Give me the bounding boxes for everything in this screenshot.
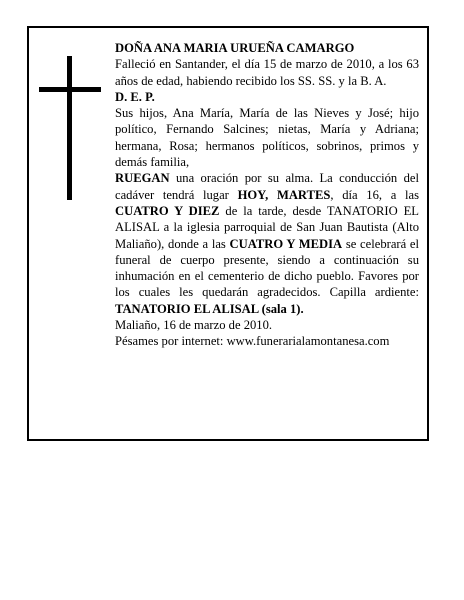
condolences-line: Pésames por internet: www.funerarialamontanesa.com bbox=[115, 334, 390, 349]
place-date: Maliaño, 16 de marzo de 2010. bbox=[115, 318, 273, 333]
chapel-location: TANATORIO EL ALISAL (sala 1). bbox=[115, 301, 304, 316]
conduction-time: CUATRO Y DIEZ bbox=[115, 203, 220, 218]
death-info: Falleció en Santander, el día 15 de marzo de 2010, a los 63 años de edad, habiendo recibido los SS. SS. y la B. A. bbox=[115, 57, 419, 88]
obituary-notice bbox=[27, 26, 429, 441]
funeral-details bbox=[115, 170, 419, 317]
deceased-name: DOÑA ANA MARIA URUEÑA CAMARGO bbox=[115, 41, 355, 55]
funeral-text-2: , día 16, a las bbox=[330, 187, 420, 202]
cross-vertical-bar bbox=[67, 56, 72, 200]
notice-text bbox=[115, 40, 419, 350]
funeral-text-1: una oración por su alma. La conducción del cadáver tendrá lugar bbox=[115, 171, 419, 202]
funeral-text-4: se celebrará el funeral de cuerpo presente, siendo a continuación su inhumación en el cementerio de dicho pueblo. Favores por los cuales les quedarán agradecidos. Capilla ardiente: bbox=[115, 236, 419, 300]
funeral-day: HOY, MARTES bbox=[237, 187, 331, 202]
funeral-time: CUATRO Y MEDIA bbox=[229, 236, 343, 251]
cross-icon bbox=[39, 56, 101, 200]
family-list: Sus hijos, Ana María, María de las Nieves y José; hijo político, Fernando Salcines; nietas, María y Adriana; hermana, Rosa; hermanos políticos, sobrinos, primos y demás familia, bbox=[115, 106, 419, 170]
cross-horizontal-bar bbox=[39, 87, 101, 92]
funeral-text-3: de la tarde, desde TANATORIO EL ALISAL a la iglesia parroquial de San Juan Bautista (Alto Maliaño), donde a las bbox=[115, 203, 419, 251]
dep-label: D. E. P. bbox=[115, 89, 155, 104]
ruegan-label: RUEGAN bbox=[115, 171, 170, 186]
